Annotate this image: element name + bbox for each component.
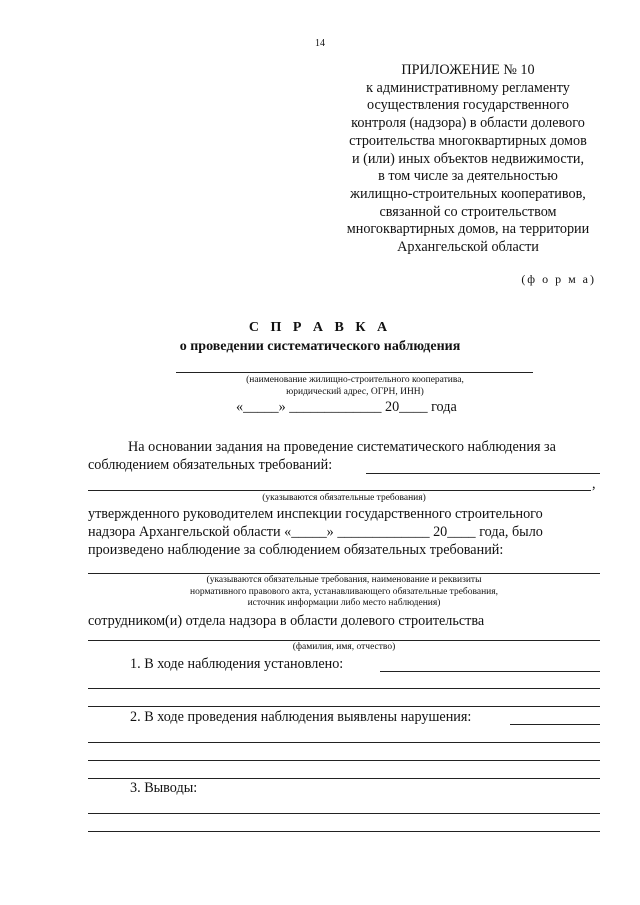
document-title: С П Р А В К А <box>248 320 392 335</box>
item-2-label: 2. В ходе проведения наблюдения выявлены нарушения: <box>130 709 472 725</box>
item-3-field-line[interactable] <box>88 831 600 832</box>
item-3-label: 3. Выводы: <box>130 780 198 796</box>
act-note-line: (указываются обязательные требования, наименование и реквизиты <box>206 575 482 585</box>
requirements-note: (указываются обязательные требования) <box>262 493 426 503</box>
appendix-line: осуществления государственного <box>367 97 569 114</box>
paragraph-2-line-1: утвержденного руководителем инспекции государственного строительного <box>88 506 543 522</box>
cooperative-name-field[interactable] <box>176 372 533 373</box>
appendix-line: к административному регламенту <box>366 79 570 96</box>
cooperative-note-line: (наименование жилищно-строительного кооператива, <box>246 375 464 385</box>
document-subtitle: о проведении систематического наблюдения <box>179 339 461 354</box>
appendix-header <box>320 62 616 257</box>
comma: , <box>592 476 596 492</box>
act-note <box>88 575 600 610</box>
form-label: (ф о р м а) <box>521 272 596 286</box>
appendix-line: строительства многоквартирных домов <box>349 132 587 149</box>
item-2-field[interactable] <box>510 724 600 725</box>
item-3-field-line[interactable] <box>88 813 600 814</box>
appendix-line: контроля (надзора) в области долевого <box>351 115 585 132</box>
item-2-field-line[interactable] <box>88 742 600 743</box>
paragraph-2-line-3: произведено наблюдение за соблюдением обязательных требований: <box>88 542 504 558</box>
paragraph-1-line-1: На основании задания на проведение систематического наблюдения за <box>128 439 556 455</box>
act-note-line: источник информации либо место наблюдения) <box>247 598 441 608</box>
name-note: (фамилия, имя, отчество) <box>292 642 396 652</box>
requirements-field-1[interactable] <box>366 473 600 474</box>
item-2-field-line[interactable] <box>88 778 600 779</box>
item-1-label: 1. В ходе наблюдения установлено: <box>130 656 344 672</box>
cooperative-note-line: юридический адрес, ОГРН, ИНН) <box>286 386 424 397</box>
appendix-line: связанной со строительством <box>379 203 557 220</box>
paragraph-1-line-2: соблюдением обязательных требований: <box>88 457 333 473</box>
page-number: 14 <box>315 38 325 49</box>
item-1-field-line[interactable] <box>88 706 600 707</box>
act-note-line: нормативного правового акта, устанавливающего обязательные требования, <box>190 586 498 597</box>
act-details-field[interactable] <box>88 573 600 574</box>
appendix-line: в том числе за деятельностью <box>378 168 558 185</box>
requirements-field-2[interactable] <box>88 490 591 491</box>
appendix-line: и (или) иных объектов недвижимости, <box>351 150 585 167</box>
cooperative-note <box>150 375 560 398</box>
staff-line: сотрудником(и) отдела надзора в области долевого строительства <box>88 613 485 629</box>
appendix-line: ПРИЛОЖЕНИЕ № 10 <box>401 62 535 78</box>
staff-name-field[interactable] <box>88 640 600 641</box>
paragraph-2-line-2[interactable]: надзора Архангельской области «_____» _____________ 20____ года, было <box>88 524 543 540</box>
appendix-line: жилищно-строительных кооперативов, <box>350 185 586 202</box>
appendix-line: Архангельской области <box>397 239 539 256</box>
date-line[interactable]: «_____» _____________ 20____ года <box>236 399 457 415</box>
item-1-field[interactable] <box>380 671 600 672</box>
appendix-line: многоквартирных домов, на территории <box>346 221 590 238</box>
item-1-field-line[interactable] <box>88 688 600 689</box>
item-2-field-line[interactable] <box>88 760 600 761</box>
